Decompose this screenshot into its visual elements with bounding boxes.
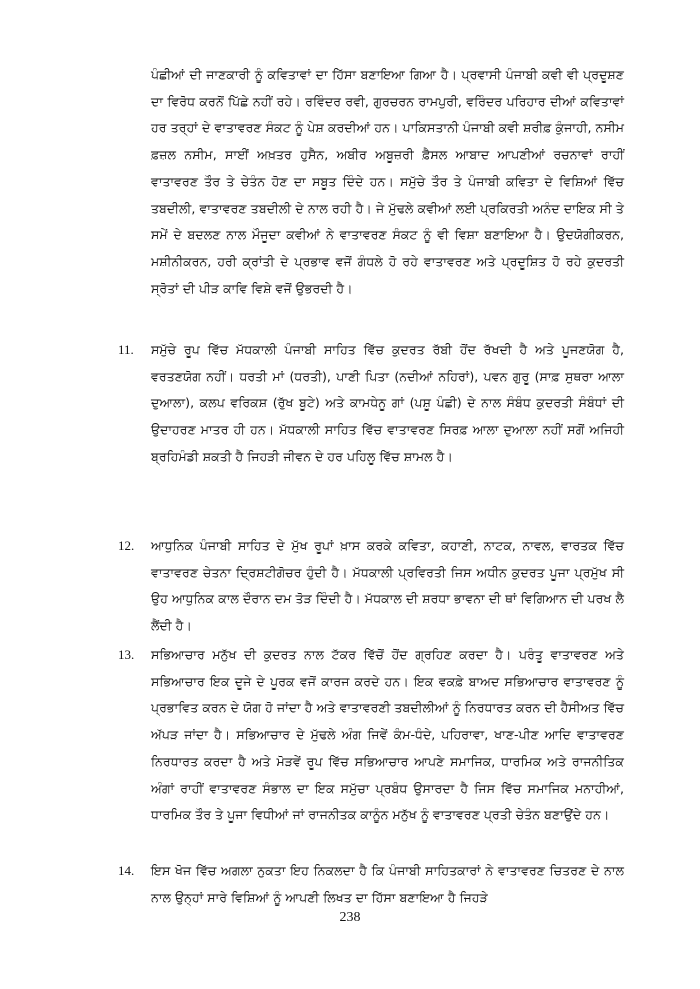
numbered-paragraph-11 xyxy=(118,337,624,471)
numbered-paragraph-14 xyxy=(118,858,624,911)
page-number: 238 xyxy=(339,910,361,925)
paragraph-text: ਸਭਿਆਚਾਰ ਮਨੁੱਖ ਦੀ ਕੁਦਰਤ ਨਾਲ ਟੱਕਰ ਵਿੱਚੋਂ ਹੋਂਦ ਗ੍ਰਹਿਣ ਕਰਦਾ ਹੈ। ਪਰੰਤੂ ਵਾਤਾਵਰਣ ਅਤੇ ਸਭਿਆਚਾਰ ਇਕ ਦੂਜੇ ਦੇ ਪੂਰਕ ਵਜੋਂ ਕਾਰਜ ਕਰਦੇ ਹਨ। ਇਕ ਵਕਫ਼ੇ ਬਾਅਦ ਸਭਿਆਚਾਰ ਵਾਤਾਵਰਣ ਨੂੰ ਪ੍ਰਭਾਵਿਤ ਕਰਨ ਦੇ ਯੋਗ ਹੋ ਜਾਂਦਾ ਹੈ ਅਤੇ ਵਾਤਾਵਰਣੀ ਤਬਦੀਲੀਆਂ ਨੂੰ ਨਿਰਧਾਰਤ ਕਰਨ ਦੀ ਹੈਸੀਅਤ ਵਿੱਚ ਅੱਪੜ ਜਾਂਦਾ ਹੈ। ਸਭਿਆਚਾਰ ਦੇ ਮੁੱਢਲੇ ਅੰਗ ਜਿਵੇਂ ਕੰਮ-ਧੰਦੇ, ਪਹਿਰਾਵਾ, ਖਾਣ-ਪੀਣ ਆਦਿ ਵਾਤਾਵਰਣ ਨਿਰਧਾਰਤ ਕਰਦਾ ਹੈ ਅਤੇ ਮੋੜਵੇਂ ਰੂਪ ਵਿੱਚ ਸਭਿਆਚਾਰ ਆਪਣੇ ਸਮਾਜਿਕ, ਧਾਰਮਿਕ ਅਤੇ ਰਾਜਨੀਤਿਕ ਅੰਗਾਂ ਰਾਹੀਂ ਵਾਤਾਵਰਣ ਸੰਭਾਲ ਦਾ ਇਕ ਸਮੁੱਚਾ ਪ੍ਰਬੰਧ ਉਸਾਰਦਾ ਹੈ ਜਿਸ ਵਿੱਚ ਸਮਾਜਿਕ ਮਨਾਹੀਆਂ, ਧਾਰਮਿਕ ਤੌਰ ਤੇ ਪੂਜਾ ਵਿਧੀਆਂ ਜਾਂ ਰਾਜਨੀਤਕ ਕਾਨੂੰਨ ਮਨੁੱਖ ਨੂੰ ਵਾਤਾਵਰਣ ਪ੍ਰਤੀ ਚੇਤੰਨ ਬਣਾਉਂਦੇ ਹਨ। xyxy=(151,647,624,823)
paragraph-number: 14. xyxy=(118,863,135,878)
paragraph-text: ਆਧੁਨਿਕ ਪੰਜਾਬੀ ਸਾਹਿਤ ਦੇ ਮੁੱਖ ਰੂਪਾਂ ਖ਼ਾਸ ਕਰਕੇ ਕਵਿਤਾ, ਕਹਾਣੀ, ਨਾਟਕ, ਨਾਵਲ, ਵਾਰਤਕ ਵਿੱਚ ਵਾਤਾਵਰਣ ਚੇਤਨਾ ਦ੍ਰਿਸ਼ਟੀਗੋਚਰ ਹੁੰਦੀ ਹੈ। ਮੱਧਕਾਲੀ ਪ੍ਰਵਿਰਤੀ ਜਿਸ ਅਧੀਨ ਕੁਦਰਤ ਪੂਜਾ ਪ੍ਰਮੁੱਖ ਸੀ ਉਹ ਆਧੁਨਿਕ ਕਾਲ ਦੌਰਾਨ ਦਮ ਤੋੜ ਦਿੰਦੀ ਹੈ। ਮੱਧਕਾਲ ਦੀ ਸ਼ਰਧਾ ਭਾਵਨਾ ਦੀ ਥਾਂ ਵਿਗਿਆਨ ਦੀ ਪਰਖ ਲੈ ਲੈਂਦੀ ਹੈ। xyxy=(151,538,624,634)
paragraph-number: 11. xyxy=(118,342,134,357)
paragraph-text: ਸਮੁੱਚੇ ਰੂਪ ਵਿੱਚ ਮੱਧਕਾਲੀ ਪੰਜਾਬੀ ਸਾਹਿਤ ਵਿੱਚ ਕੁਦਰਤ ਰੱਬੀ ਹੋਂਦ ਰੱਖਦੀ ਹੈ ਅਤੇ ਪੂਜਣਯੋਗ ਹੈ, ਵਰਤਣਯੋਗ ਨਹੀਂ। ਧਰਤੀ ਮਾਂ (ਧਰਤੀ), ਪਾਣੀ ਪਿਤਾ (ਨਦੀਆਂ ਨਹਿਰਾਂ), ਪਵਨ ਗੁਰੂ (ਸਾਫ਼ ਸੁਥਰਾ ਆਲਾ ਦੁਆਲਾ), ਕਲਪ ਵਰਿਕਸ਼ (ਰੁੱਖ ਬੂਟੇ) ਅਤੇ ਕਾਮਧੇਨੂ ਗਾਂ (ਪਸ਼ੂ ਪੰਛੀ) ਦੇ ਨਾਲ ਸੰਬੰਧ ਕੁਦਰਤੀ ਸੰਬੰਧਾਂ ਦੀ ਉਦਾਹਰਣ ਮਾਤਰ ਹੀ ਹਨ। ਮੱਧਕਾਲੀ ਸਾਹਿਤ ਵਿੱਚ ਵਾਤਾਵਰਣ ਸਿਰਫ਼ ਆਲਾ ਦੁਆਲਾ ਨਹੀਂ ਸਗੋਂ ਅਜਿਹੀ ਬ੍ਰਹਿਮੰਡੀ ਸ਼ਕਤੀ ਹੈ ਜਿਹੜੀ ਜੀਵਨ ਦੇ ਹਰ ਪਹਿਲੂ ਵਿੱਚ ਸ਼ਾਮਲ ਹੈ। xyxy=(151,342,624,464)
numbered-paragraph-13 xyxy=(118,642,624,829)
paragraph-text: ਇਸ ਖੋਜ ਵਿੱਚ ਅਗਲਾ ਨੁਕਤਾ ਇਹ ਨਿਕਲਦਾ ਹੈ ਕਿ ਪੰਜਾਬੀ ਸਾਹਿਤਕਾਰਾਂ ਨੇ ਵਾਤਾਵਰਣ ਚਿਤਰਣ ਦੇ ਨਾਲ ਨਾਲ ਉਨ੍ਹਾਂ ਸਾਰੇ ਵਿਸ਼ਿਆਂ ਨੂੰ ਆਪਣੀ ਲਿਖਤ ਦਾ ਹਿੱਸਾ ਬਣਾਇਆ ਹੈ ਜਿਹੜੇ xyxy=(151,863,624,905)
paragraph-number: 12. xyxy=(118,538,135,553)
paragraph-number: 13. xyxy=(118,647,135,662)
numbered-paragraph-12 xyxy=(118,533,624,640)
continuation-paragraph: ਪੰਛੀਆਂ ਦੀ ਜਾਣਕਾਰੀ ਨੂੰ ਕਵਿਤਾਵਾਂ ਦਾ ਹਿੱਸਾ ਬਣਾਇਆ ਗਿਆ ਹੈ। ਪ੍ਰਵਾਸੀ ਪੰਜਾਬੀ ਕਵੀ ਵੀ ਪ੍ਰਦੂਸ਼ਣ ਦਾ ਵਿਰੋਧ ਕਰਨੋਂ ਪਿੱਛੇ ਨਹੀਂ ਰਹੇ। ਰਵਿੰਦਰ ਰਵੀ, ਗੁਰਚਰਨ ਰਾਮਪੁਰੀ, ਵਰਿੰਦਰ ਪਰਿਹਾਰ ਦੀਆਂ ਕਵਿਤਾਵਾਂ ਹਰ ਤਰ੍ਹਾਂ ਦੇ ਵਾਤਾਵਰਣ ਸੰਕਟ ਨੂੰ ਪੇਸ਼ ਕਰਦੀਆਂ ਹਨ। ਪਾਕਿਸਤਾਨੀ ਪੰਜਾਬੀ ਕਵੀ ਸ਼ਰੀਫ਼ ਕੁੰਜਾਹੀ, ਨਸੀਮ ਫ਼ਜ਼ਲ ਨਸੀਮ, ਸਾਈਂ ਅਖ਼ਤਰ ਹੁਸੈਨ, ਅਬੀਰ ਅਬੂਜ਼ਰੀ ਫ਼ੈਸਲ ਆਬਾਦ ਆਪਣੀਆਂ ਰਚਨਾਵਾਂ ਰਾਹੀਂ ਵਾਤਾਵਰਣ ਤੌਰ ਤੇ ਚੇਤੰਨ ਹੋਣ ਦਾ ਸਬੂਤ ਦਿੰਦੇ ਹਨ। ਸਮੁੱਚੇ ਤੌਰ ਤੇ ਪੰਜਾਬੀ ਕਵਿਤਾ ਦੇ ਵਿਸ਼ਿਆਂ ਵਿੱਚ ਤਬਦੀਲੀ, ਵਾਤਾਵਰਣ ਤਬਦੀਲੀ ਦੇ ਨਾਲ ਰਹੀ ਹੈ। ਜੇ ਮੁੱਢਲੇ ਕਵੀਆਂ ਲਈ ਪ੍ਰਕਿਰਤੀ ਅਨੰਦ ਦਾਇਕ ਸੀ ਤੇ ਸਮੇਂ ਦੇ ਬਦਲਣ ਨਾਲ ਮੌਜੂਦਾ ਕਵੀਆਂ ਨੇ ਵਾਤਾਵਰਣ ਸੰਕਟ ਨੂੰ ਵੀ ਵਿਸ਼ਾ ਬਣਾਇਆ ਹੈ। ਉਦਯੋਗੀਕਰਨ, ਮਸ਼ੀਨੀਕਰਨ, ਹਰੀ ਕ੍ਰਾਂਤੀ ਦੇ ਪ੍ਰਭਾਵ ਵਜੋਂ ਗੰਧਲੇ ਹੋ ਰਹੇ ਵਾਤਾਵਰਣ ਅਤੇ ਪ੍ਰਦੂਸ਼ਿਤ ਹੋ ਰਹੇ ਕੁਦਰਤੀ ਸ੍ਰੋਤਾਂ ਦੀ ਪੀੜ ਕਾਵਿ ਵਿਸ਼ੇ ਵਜੋਂ ਉਭਰਦੀ ਹੈ। xyxy=(151,67,624,296)
